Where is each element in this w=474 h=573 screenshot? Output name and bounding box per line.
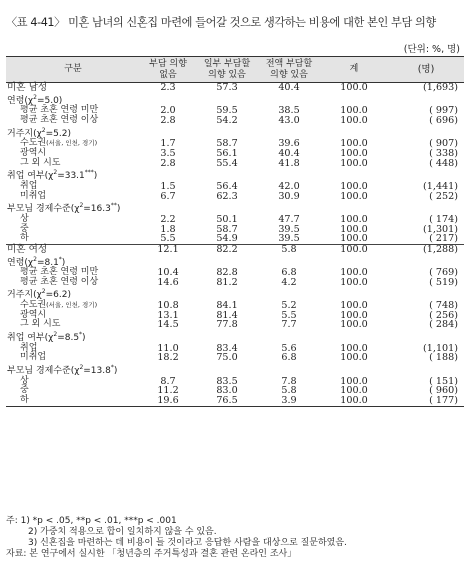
- row-label: 평균 초혼 연령 미만: [20, 105, 99, 116]
- row-value: ( 338): [429, 147, 458, 159]
- row-value: 54.9: [216, 233, 238, 245]
- row-value: 100.0: [320, 396, 388, 406]
- row-value: [388, 363, 464, 377]
- row-value: 56.1: [216, 147, 238, 159]
- row-value: 57.3: [196, 83, 258, 93]
- row-value: 77.8: [216, 319, 238, 331]
- row-label: 그 외 시도: [20, 319, 61, 330]
- row-value: 40.4: [258, 83, 320, 93]
- row-value: 100.0: [340, 213, 368, 225]
- row-value: 42.0: [278, 180, 300, 192]
- row-value: ( 217): [429, 233, 458, 245]
- table-row: [6, 330, 464, 344]
- row-label: 상: [20, 375, 29, 386]
- row-value: 56.4: [216, 180, 238, 192]
- row-value: 100.0: [340, 385, 368, 397]
- row-value: [196, 168, 258, 182]
- row-value: [388, 201, 464, 215]
- row-value: [140, 126, 196, 140]
- table-row: [6, 234, 464, 244]
- row-value: ( 151): [429, 375, 458, 387]
- table-row: [6, 201, 464, 215]
- row-label: 수도권(서울, 인천, 경기): [20, 300, 98, 311]
- row-value: (1,693): [388, 83, 464, 93]
- table-row: [6, 396, 464, 406]
- row-value: 14.6: [157, 276, 179, 288]
- row-value: [258, 168, 320, 182]
- row-value: 7.8: [281, 375, 297, 387]
- row-value: ( 188): [429, 352, 458, 364]
- row-value: [258, 126, 320, 140]
- header-partial-intention: 일부 부담할 의향 있음: [196, 57, 258, 83]
- row-value: [196, 255, 258, 269]
- row-value: [320, 168, 388, 182]
- header-count: (명): [388, 57, 464, 83]
- note-target: 3) 신혼집을 마련하는 데 비용이 들 것이라고 응답한 사람을 대상으로 질문하였음.: [28, 538, 347, 548]
- row-value: [140, 255, 196, 269]
- row-value: 5.8: [281, 385, 297, 397]
- row-value: 19.6: [140, 396, 196, 406]
- row-value: 62.3: [216, 190, 238, 202]
- row-label: 하: [6, 396, 140, 406]
- notes: [6, 516, 347, 560]
- row-value: [140, 201, 196, 215]
- row-value: 2.0: [160, 105, 176, 117]
- row-value: 43.0: [278, 114, 300, 126]
- row-value: 5.5: [281, 309, 297, 321]
- row-value: 10.4: [157, 267, 179, 279]
- row-value: [196, 363, 258, 377]
- row-label: 평균 초혼 연령 미만: [20, 267, 99, 278]
- header-full-intention: 전액 부담할 의향 있음: [258, 57, 320, 83]
- row-label: 하: [20, 233, 29, 244]
- row-value: ( 448): [429, 157, 458, 169]
- header-row: [6, 57, 464, 83]
- row-value: 58.7: [216, 223, 238, 235]
- row-label: 상: [20, 213, 29, 224]
- row-value: 5.6: [281, 342, 297, 354]
- row-value: 30.9: [278, 190, 300, 202]
- row-value: 59.5: [216, 105, 238, 117]
- row-value: 10.8: [157, 300, 179, 312]
- row-value: 100.0: [340, 309, 368, 321]
- row-label: 부모님 경제수준$(\chi^2=13.8^*)$: [7, 364, 118, 377]
- header-no-intention: 부담 의향 없음: [140, 57, 196, 83]
- row-value: (1,301): [423, 223, 458, 235]
- row-value: ( 748): [429, 300, 458, 312]
- row-value: 100.0: [320, 83, 388, 93]
- row-value: [388, 287, 464, 301]
- row-value: 2.8: [160, 157, 176, 169]
- row-value: (1,101): [423, 342, 458, 354]
- row-value: [320, 93, 388, 107]
- row-value: 1.7: [160, 138, 176, 150]
- row-label: 광역시: [20, 309, 47, 320]
- row-value: 100.0: [340, 375, 368, 387]
- row-value: ( 256): [429, 309, 458, 321]
- row-value: 81.2: [216, 276, 238, 288]
- unit-label: (단위: %, 명): [403, 44, 460, 55]
- row-value: 58.7: [216, 138, 238, 150]
- row-label: 평균 초혼 연령 이상: [20, 114, 99, 125]
- row-value: 100.0: [340, 147, 368, 159]
- row-value: 82.8: [216, 267, 238, 279]
- row-label: 취업 여부$(\chi^2=33.1^{***})$: [7, 169, 98, 182]
- row-label: 거주지$(\chi^2=6.2)$: [7, 288, 71, 301]
- row-label: 연령$(\chi^2=5.0)$: [7, 93, 63, 106]
- row-value: 76.5: [196, 396, 258, 406]
- row-value: [388, 93, 464, 107]
- row-value: [140, 330, 196, 344]
- table-body: [6, 83, 464, 407]
- row-value: ( 519): [429, 276, 458, 288]
- row-value: ( 177): [388, 396, 464, 406]
- row-value: ( 696): [429, 114, 458, 126]
- row-value: 41.8: [278, 157, 300, 169]
- row-label: 미취업: [20, 190, 47, 201]
- row-value: (1,288): [388, 244, 464, 254]
- row-label: 광역시: [20, 147, 47, 158]
- row-value: 8.7: [160, 375, 176, 387]
- row-value: [320, 287, 388, 301]
- row-value: 6.8: [281, 267, 297, 279]
- row-value: 100.0: [320, 244, 388, 254]
- row-value: [258, 201, 320, 215]
- row-value: 81.4: [216, 309, 238, 321]
- row-value: 5.8: [258, 244, 320, 254]
- table-row: [6, 159, 464, 169]
- row-value: 11.2: [157, 385, 179, 397]
- row-value: [388, 255, 464, 269]
- row-value: ( 960): [429, 385, 458, 397]
- row-value: 100.0: [340, 138, 368, 150]
- row-value: [258, 363, 320, 377]
- note-weight: 2) 가중치 적용으로 합이 일치하지 않을 수 있음.: [28, 527, 217, 537]
- row-value: [140, 287, 196, 301]
- row-value: [258, 93, 320, 107]
- row-value: 100.0: [340, 319, 368, 331]
- row-value: ( 174): [429, 213, 458, 225]
- row-value: [258, 330, 320, 344]
- row-label: 중: [20, 385, 29, 396]
- row-value: 14.5: [157, 319, 179, 331]
- row-value: 100.0: [340, 300, 368, 312]
- note-source: 자료: 본 연구에서 실시한 「청년층의 주거특성과 결혼 관련 온라인 조사」: [6, 549, 297, 559]
- row-value: 47.7: [278, 213, 300, 225]
- table-row: [6, 244, 464, 254]
- table-row: [6, 363, 464, 377]
- row-value: 100.0: [340, 223, 368, 235]
- row-label: 연령$(\chi^2=8.1^*)$: [7, 255, 66, 268]
- row-value: 83.4: [216, 342, 238, 354]
- row-value: 100.0: [340, 342, 368, 354]
- row-value: [320, 255, 388, 269]
- row-label: 취업 여부$(\chi^2=8.5^*)$: [7, 331, 86, 344]
- row-value: 1.5: [160, 180, 176, 192]
- header-total: 계: [320, 57, 388, 83]
- row-value: [320, 330, 388, 344]
- table-row: [6, 83, 464, 93]
- row-value: 12.1: [140, 244, 196, 254]
- row-value: 84.1: [216, 300, 238, 312]
- row-value: 55.4: [216, 157, 238, 169]
- row-value: 50.1: [216, 213, 238, 225]
- row-value: 100.0: [340, 114, 368, 126]
- row-value: 39.5: [278, 233, 300, 245]
- row-value: [388, 126, 464, 140]
- row-value: [196, 287, 258, 301]
- row-value: 6.7: [160, 190, 176, 202]
- row-value: 6.8: [281, 352, 297, 364]
- row-value: [140, 93, 196, 107]
- row-value: 7.7: [281, 319, 297, 331]
- row-value: 83.5: [216, 375, 238, 387]
- row-label: 미취업: [20, 352, 47, 363]
- row-value: 83.0: [216, 385, 238, 397]
- row-value: 100.0: [340, 352, 368, 364]
- row-value: [320, 201, 388, 215]
- row-value: 39.6: [278, 138, 300, 150]
- row-label: 수도권(서울, 인천, 경기): [20, 138, 98, 149]
- row-label: 거주지$(\chi^2=5.2)$: [7, 126, 71, 139]
- row-value: ( 769): [429, 267, 458, 279]
- row-value: 2.3: [140, 83, 196, 93]
- row-value: 100.0: [340, 157, 368, 169]
- row-value: 5.2: [281, 300, 297, 312]
- row-value: [320, 363, 388, 377]
- row-value: 40.4: [278, 147, 300, 159]
- row-value: ( 997): [429, 105, 458, 117]
- row-value: [388, 330, 464, 344]
- row-value: 1.8: [160, 223, 176, 235]
- row-value: [196, 201, 258, 215]
- row-value: 100.0: [340, 233, 368, 245]
- note-significance: 주: 1) *p < .05, **p < .01, ***p < .001: [6, 516, 177, 526]
- row-value: 100.0: [340, 180, 368, 192]
- row-value: 82.2: [196, 244, 258, 254]
- row-value: [196, 126, 258, 140]
- row-value: 3.5: [160, 147, 176, 159]
- row-value: 39.5: [278, 223, 300, 235]
- row-value: ( 907): [429, 138, 458, 150]
- row-value: 75.0: [216, 352, 238, 364]
- table-title: 〈표 4-41〉 미혼 남녀의 신혼집 마련에 들어갈 것으로 생각하는 비용에 대한 본인 부담 의향: [6, 16, 436, 29]
- row-value: [140, 168, 196, 182]
- table-row: [6, 287, 464, 301]
- row-value: 13.1: [157, 309, 179, 321]
- header-category: 구분: [6, 57, 140, 83]
- row-value: 100.0: [340, 276, 368, 288]
- row-value: 18.2: [157, 352, 179, 364]
- row-value: 11.0: [157, 342, 179, 354]
- row-value: 100.0: [340, 190, 368, 202]
- row-label: 미혼 여성: [6, 244, 140, 254]
- row-label: 평균 초혼 연령 이상: [20, 276, 99, 287]
- table-row: [6, 192, 464, 202]
- table-row: [6, 278, 464, 288]
- table-row: [6, 320, 464, 330]
- row-value: [258, 255, 320, 269]
- row-label: 부모님 경제수준$(\chi^2=16.3^{**})$: [7, 202, 121, 215]
- row-value: 4.2: [281, 276, 297, 288]
- row-value: 2.8: [160, 114, 176, 126]
- row-label: 취업: [20, 342, 38, 353]
- table-row: [6, 116, 464, 126]
- row-value: 5.5: [160, 233, 176, 245]
- table-row: [6, 126, 464, 140]
- row-value: 3.9: [258, 396, 320, 406]
- row-value: 38.5: [278, 105, 300, 117]
- row-value: [320, 126, 388, 140]
- row-label: 미혼 남성: [6, 83, 140, 93]
- row-value: 2.2: [160, 213, 176, 225]
- row-value: 54.2: [216, 114, 238, 126]
- row-value: 100.0: [340, 267, 368, 279]
- row-value: [140, 363, 196, 377]
- row-value: ( 252): [429, 190, 458, 202]
- row-value: [258, 287, 320, 301]
- row-label: 취업: [20, 180, 38, 191]
- row-value: [388, 168, 464, 182]
- table-row: [6, 353, 464, 363]
- table-row: [6, 168, 464, 182]
- row-value: [196, 330, 258, 344]
- row-label: 그 외 시도: [20, 157, 61, 168]
- row-value: (1,441): [423, 180, 458, 192]
- row-value: [196, 93, 258, 107]
- row-label: 중: [20, 223, 29, 234]
- row-value: 100.0: [340, 105, 368, 117]
- data-table: [6, 56, 464, 407]
- row-value: ( 284): [429, 319, 458, 331]
